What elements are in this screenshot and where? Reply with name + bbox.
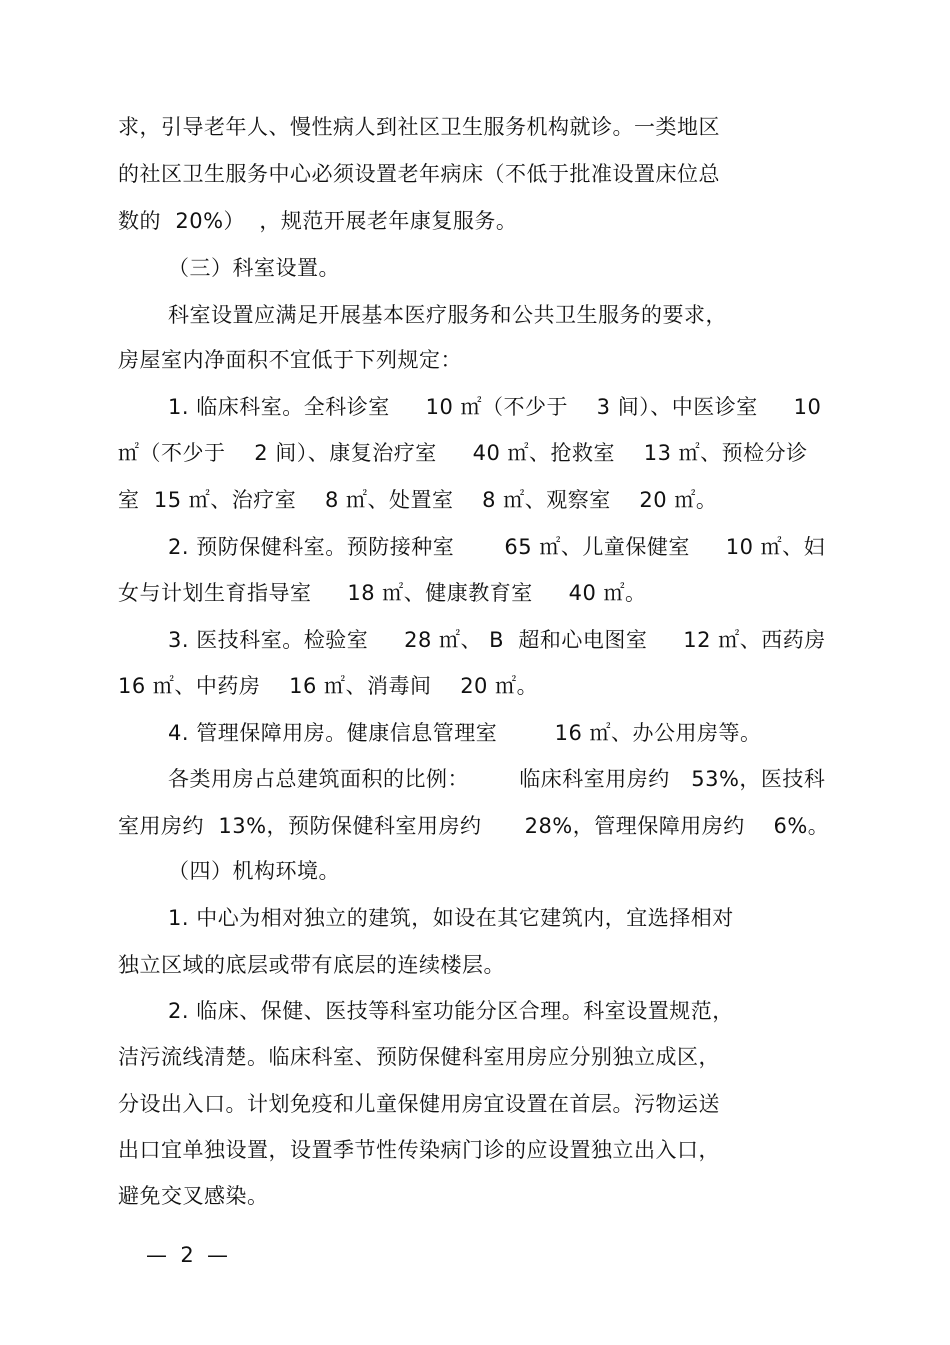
paragraph-line: 出口宜单独设置，设置季节性传染病门诊的应设置独立出入口， xyxy=(118,1138,720,1162)
paragraph-line: 3. 医技科室。检验室 28 ㎡、 B 超和心电图室 12 ㎡、西药房 xyxy=(168,628,826,652)
paragraph-line: 2. 临床、保健、医技等科室功能分区合理。科室设置规范， xyxy=(168,999,734,1023)
paragraph-line: 各类用房占总建筑面积的比例： 临床科室用房约 53%，医技科 xyxy=(168,767,826,791)
paragraph-line: 独立区域的底层或带有底层的连续楼层。 xyxy=(118,953,505,977)
paragraph-line: 洁污流线清楚。临床科室、预防保健科室用房应分别独立成区， xyxy=(118,1045,720,1069)
paragraph-line: 求，引导老年人、慢性病人到社区卫生服务机构就诊。一类地区 xyxy=(118,115,720,139)
paragraph-line: 室 15 ㎡、治疗室 8 ㎡、处置室 8 ㎡、观察室 20 ㎡。 xyxy=(118,488,718,512)
paragraph-line: 房屋室内净面积不宜低于下列规定： xyxy=(118,348,462,372)
paragraph-line: ㎡（不少于 2 间）、康复治疗室 40 ㎡、抢救室 13 ㎡、预检分诊 xyxy=(118,441,808,465)
paragraph-line: 数的 20%） ，规范开展老年康复服务。 xyxy=(118,209,518,233)
paragraph-line: 女与计划生育指导室 18 ㎡、健康教育室 40 ㎡。 xyxy=(118,581,647,605)
section-heading: （四）机构环境。 xyxy=(168,859,340,883)
paragraph-line: 科室设置应满足开展基本医疗服务和公共卫生服务的要求， xyxy=(168,303,727,327)
section-heading: （三）科室设置。 xyxy=(168,256,340,280)
paragraph-line: 室用房约 13%，预防保健科室用房约 28%，管理保障用房约 6%。 xyxy=(118,814,830,838)
paragraph-line: 2. 预防保健科室。预防接种室 65 ㎡、儿童保健室 10 ㎡、妇 xyxy=(168,535,826,559)
paragraph-line: 分设出入口。计划免疫和儿童保健用房宜设置在首层。污物运送 xyxy=(118,1092,720,1116)
page-number: — 2 — xyxy=(146,1243,229,1267)
paragraph-line: 1. 临床科室。全科诊室 10 ㎡（不少于 3 间）、中医诊室 10 xyxy=(168,395,822,419)
paragraph-line: 1. 中心为相对独立的建筑，如设在其它建筑内，宜选择相对 xyxy=(168,906,734,930)
paragraph-line: 的社区卫生服务中心必须设置老年病床（不低于批准设置床位总 xyxy=(118,162,720,186)
paragraph-line: 避免交叉感染。 xyxy=(118,1184,269,1208)
paragraph-line: 16 ㎡、中药房 16 ㎡、消毒间 20 ㎡。 xyxy=(118,674,539,698)
paragraph-line: 4. 管理保障用房。健康信息管理室 16 ㎡、办公用房等。 xyxy=(168,721,762,745)
